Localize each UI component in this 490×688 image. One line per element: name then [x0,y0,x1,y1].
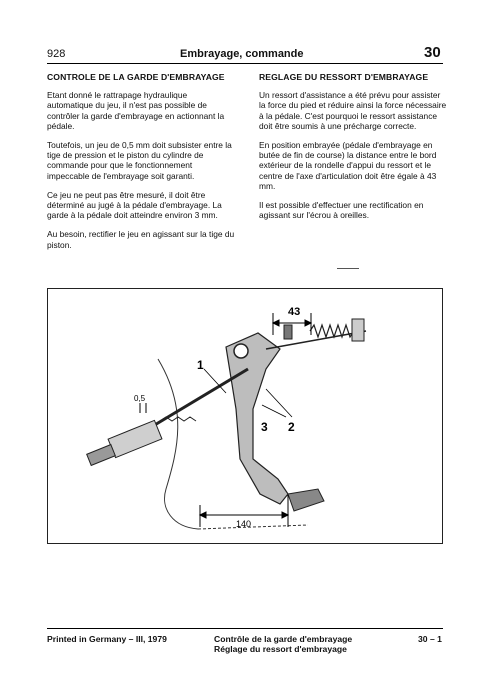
callout-1: 1 [197,358,204,372]
header-page-number: 30 [424,44,441,61]
callout-2: 2 [288,420,295,434]
footer-rule [47,628,443,629]
dimension-05 [140,403,146,413]
clutch-pedal-figure [47,288,443,544]
footer-section-titles [214,634,352,654]
pedal-pad [288,489,324,511]
callout-3: 3 [261,420,268,434]
paragraph: Toutefois, un jeu de 0,5 mm doit subsister entre la tige de pression et le piston du cylindre de commande pour que le fonctionnement impeccable de l'embrayage soit garanti. [47,140,232,181]
clutch-pedal-arm [226,333,288,504]
floor-line [198,525,308,529]
footer-print-info: Printed in Germany – III, 1979 [47,634,167,644]
header-rule [47,63,443,64]
header-doc-number: 928 [47,48,66,60]
label-140: 140 [236,519,252,529]
left-column [47,72,235,259]
label-43: 43 [288,306,301,318]
callout-line-2 [266,389,292,417]
header-title: Embrayage, commande [180,48,304,60]
separator-mark [337,268,359,269]
label-05: 0,5 [134,394,146,403]
footer-page-number: 30 – 1 [418,634,442,644]
paragraph: Un ressort d'assistance a été prévu pour assister la force du pied et réduire ainsi la force nécessaire à la pédale. C'est pourquoi le ressort assistance doit être soumis à une précharge correcte. [259,90,447,131]
floor-outline [158,359,198,529]
paragraph: En position embrayée (pédale d'embrayage en butée de fin de course) la distance entre le bord extérieur de la rondelle d'appui du ressort et le centre de l'axe d'articulation doit être égale à 43 mm. [259,140,437,191]
pivot-axle [234,344,248,358]
paragraph: Il est possible d'effectuer une rectification en agissant sur l'écrou à oreilles. [259,200,424,221]
section-title-garde: CONTROLE DE LA GARDE D'EMBRAYAGE [47,72,225,82]
paragraph: Au besoin, rectifier le jeu en agissant sur la tige du piston. [47,229,235,250]
paragraph: Etant donné le rattrapage hydraulique automatique du jeu, il n'est pas possible de contrôler la garde d'embrayage en actionnant la pédale. [47,90,225,131]
clutch-pedal-drawing [48,289,442,543]
footer-title-line: Réglage du ressort d'embrayage [214,644,347,654]
master-cylinder [87,417,196,465]
paragraph: Ce jeu ne peut pas être mesuré, il doit être déterminé au jugé à la pédale d'embrayage. La garde à la pédale doit atteindre environ 3 mm. [47,189,222,221]
section-title-ressort: REGLAGE DU RESSORT D'EMBRAYAGE [259,72,429,82]
footer-title-line: Contrôle de la garde d'embrayage [214,634,353,644]
right-column [259,72,447,229]
push-rod [148,369,248,429]
